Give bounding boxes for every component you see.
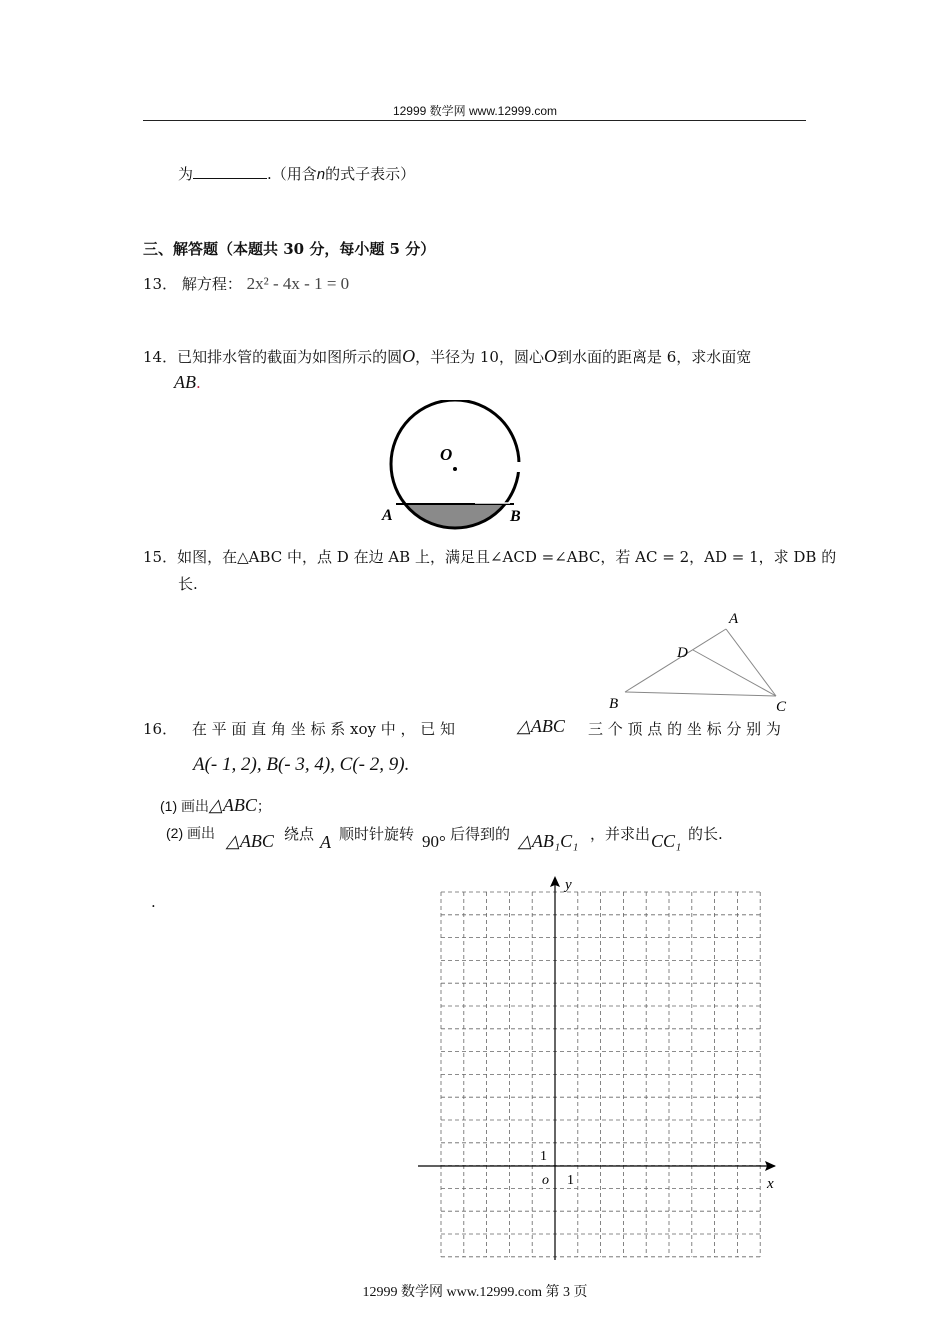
q13-equation: 2x² - 4x - 1 = 0: [246, 274, 350, 293]
part2-mid2: 顺时针旋转: [339, 825, 415, 843]
stray-dot: .: [151, 893, 156, 911]
part1-end: ；: [256, 798, 271, 814]
q16-tri-symbol: △ABC: [517, 716, 565, 736]
part2-cc1: CC₁: [651, 831, 682, 851]
header-rule: [143, 120, 806, 121]
q14-line1: [143, 346, 751, 367]
x-unit-label: 1: [567, 1173, 574, 1188]
y-axis-label: y: [565, 877, 572, 893]
center-point: [453, 467, 457, 471]
vertex-a-label: A: [729, 611, 739, 627]
part2-rotated-triangle: △AB₁C₁: [518, 831, 579, 851]
part2-angle: 90°: [422, 832, 446, 851]
part2-point-a: A: [320, 832, 331, 852]
q15-num: 15．: [143, 548, 178, 566]
part2-label: (2) 画出: [166, 825, 215, 841]
point-a-label: A: [382, 507, 393, 524]
part1-triangle: △ABC: [209, 795, 257, 815]
q13: [143, 273, 349, 294]
pipe-figure: [380, 400, 540, 530]
segment-dc: [693, 650, 776, 696]
q16-text2: 三 个 顶 点 的 坐 标 分 别 为: [588, 720, 781, 738]
q16-part1: [160, 795, 271, 816]
q16-line1: [143, 718, 455, 739]
q12-prefix: 为: [178, 165, 194, 183]
vertex-b-label: B: [609, 696, 619, 712]
q12-suffix: .（用含: [267, 165, 317, 183]
q15-text: 如图，在△ABC 中，点 D 在边 AB 上，满足且∠ACD =∠ABC，若 AC = 2，AD = 1，求 DB 的: [177, 548, 837, 566]
point-b-label: B: [510, 508, 521, 525]
part2-mid4: ，并求出: [590, 825, 651, 843]
q13-label: 解方程：: [181, 275, 242, 293]
q14-ab: AB: [174, 372, 196, 392]
part2-mid1: 绕点: [284, 825, 315, 843]
side-ac: [726, 629, 776, 696]
center-label: O: [440, 445, 453, 464]
q14-text-b: ，半径为 10，圆心: [415, 348, 544, 366]
q12-suffix2: 的式子表示）: [325, 165, 416, 183]
q14-text-c: 到水面的距离是 6，求水面宽: [556, 348, 752, 366]
part2-mid3: 后得到的: [450, 825, 511, 843]
q12-var: n: [316, 166, 326, 183]
page-header: 12999 数学网 www.12999.com: [392, 104, 558, 118]
part1-label: (1) 画出: [160, 798, 209, 814]
triangle-figure: [600, 605, 800, 715]
circle-gap: [517, 462, 521, 472]
part2-triangle: △ABC: [226, 831, 274, 851]
page-footer: 12999 数学网 www.12999.com 第 3 页: [362, 1285, 588, 1300]
q14-num: 14．: [143, 348, 178, 366]
vertex-c-label: C: [776, 699, 787, 715]
q15-line2: 长.: [178, 575, 198, 593]
q16-triangle: [517, 716, 565, 737]
q14-symbol-o2: O: [543, 346, 557, 366]
coordinate-grid: [410, 870, 790, 1270]
q12-tail: [178, 163, 415, 184]
y-unit-label: 1: [540, 1149, 547, 1164]
q15-line1: [143, 546, 836, 567]
side-ab: [625, 629, 726, 692]
side-bc: [625, 692, 776, 696]
grid-lines: [441, 892, 760, 1257]
q13-num: 13．: [143, 275, 178, 293]
part2-end: 的长.: [688, 825, 723, 843]
answer-blank: [193, 164, 267, 179]
point-d-label: D: [677, 645, 688, 661]
q14-period: .: [196, 374, 201, 392]
q14-line2: [174, 372, 201, 393]
q16-text: 在 平 面 直 角 坐 标 系 xoy 中 ， 已 知: [191, 720, 456, 738]
q16-coordinates: A(- 1, 2), B(- 3, 4), C(- 2, 9).: [193, 754, 410, 775]
q14-text-a: 已知排水管的截面为如图所示的圆: [177, 348, 403, 366]
x-axis-label: x: [767, 1176, 774, 1192]
q14-symbol-o: O: [402, 346, 416, 366]
section-title: 三、解答题（本题共 30 分，每小题 5 分）: [143, 240, 436, 258]
q16-num: 16．: [143, 720, 178, 738]
origin-label: o: [542, 1173, 549, 1188]
